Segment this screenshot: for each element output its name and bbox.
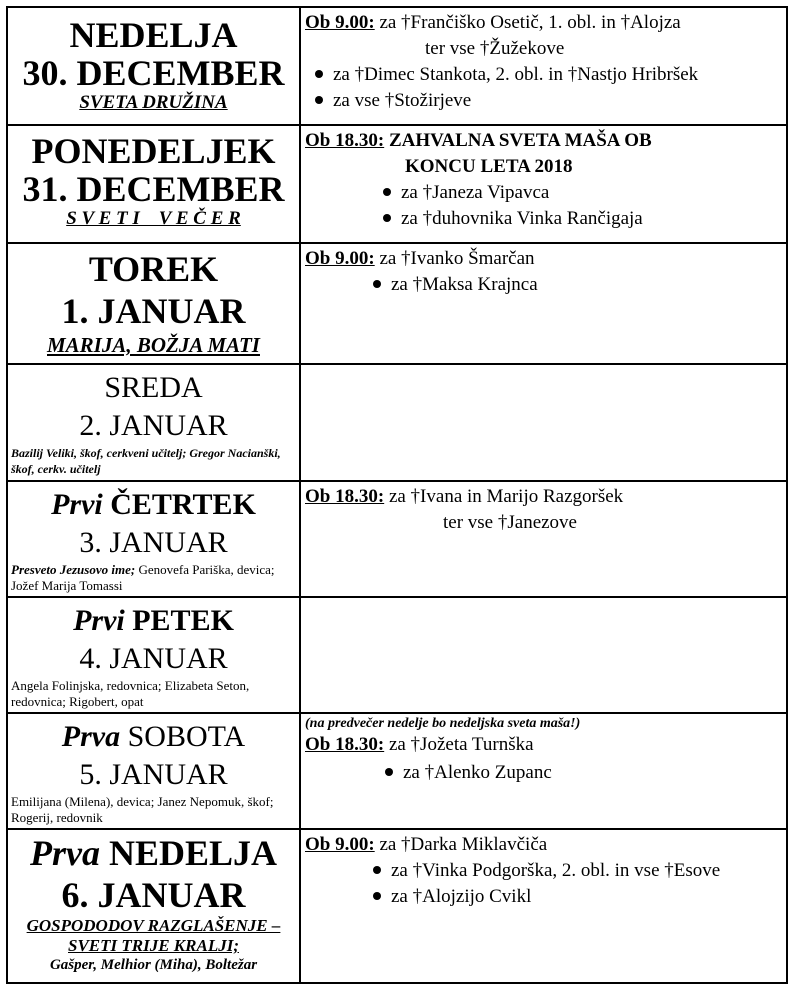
day-date: 3. JANUAR xyxy=(79,526,228,559)
mass-cell xyxy=(300,713,787,829)
mass-intention: za vse †Stožirjeve xyxy=(333,90,472,111)
mass-time: Ob 18.30: xyxy=(305,734,385,755)
mass-intention-cont: ter vse †Janezove xyxy=(443,512,577,533)
day-date: 30. DECEMBER xyxy=(22,53,285,93)
mass-cell xyxy=(300,364,787,481)
mass-cell xyxy=(300,243,787,364)
schedule-row xyxy=(7,481,787,597)
day-name-text: SOBOTA xyxy=(120,720,246,753)
day-date: 31. DECEMBER xyxy=(22,169,285,209)
bullet-icon xyxy=(385,768,393,776)
feast-extra: Gašper, Melhior (Miha), Boltežar xyxy=(49,957,258,973)
mass-cell xyxy=(300,7,787,125)
day-date: 2. JANUAR xyxy=(79,409,228,442)
day-name-text: NEDELJA xyxy=(99,833,277,873)
schedule-row xyxy=(7,597,787,713)
day-prefix: Prva xyxy=(29,833,100,873)
mass-intention: za †Alenko Zupanc xyxy=(403,762,552,783)
day-name xyxy=(11,718,296,756)
bullet-icon xyxy=(315,96,323,104)
mass-intention: za †Frančiško Osetič, 1. obl. in †Alojza xyxy=(374,12,681,33)
bullet-icon xyxy=(383,188,391,196)
bullet-icon xyxy=(373,280,381,288)
mass-entry xyxy=(305,10,782,36)
mass-time: Ob 18.30: xyxy=(305,130,385,151)
list-item xyxy=(305,884,782,910)
schedule-row xyxy=(7,713,787,829)
day-cell xyxy=(7,125,300,243)
day-name: NEDELJA xyxy=(69,15,238,55)
schedule-row xyxy=(7,364,787,481)
day-cell xyxy=(7,713,300,829)
day-prefix: Prvi xyxy=(51,488,103,521)
list-item xyxy=(305,858,782,884)
day-date: 1. JANUAR xyxy=(61,291,246,331)
mass-intention: za †Ivanko Šmarčan xyxy=(374,248,535,269)
mass-intention: za †Vinka Podgorška, 2. obl. in vse †Esove xyxy=(391,860,721,881)
bullet-icon xyxy=(383,214,391,222)
mass-intention: za †Dimec Stankota, 2. obl. in †Nastjo Hribršek xyxy=(333,64,699,85)
mass-schedule-table xyxy=(6,6,788,984)
mass-intention-cont: KONCU LETA 2018 xyxy=(405,156,573,177)
saints-of-day xyxy=(11,562,296,594)
mass-cell xyxy=(300,829,787,983)
day-name: TOREK xyxy=(88,249,219,289)
mass-intention: za †duhovnika Vinka Rančigaja xyxy=(401,208,643,229)
day-date: 6. JANUAR xyxy=(61,875,246,915)
mass-entry xyxy=(305,484,782,510)
list-item xyxy=(305,272,782,298)
list-item xyxy=(305,88,782,114)
day-name-text: PETEK xyxy=(124,604,234,637)
list-item xyxy=(305,62,782,88)
saints-of-day: Emilijana (Milena), devica; Janez Nepomuk, škof; Rogerij, redovnik xyxy=(11,794,274,825)
day-date: 4. JANUAR xyxy=(79,642,228,675)
mass-time: Ob 18.30: xyxy=(305,486,385,507)
feast-name: GOSPODODOV RAZGLAŠENJE – SVETI TRIJE KRALJI; xyxy=(26,916,281,955)
schedule-row xyxy=(7,829,787,983)
mass-intention: ZAHVALNA SVETA MAŠA OB xyxy=(384,130,652,151)
day-name: SREDA xyxy=(104,371,203,404)
mass-intention-cont: ter vse †Žužekove xyxy=(425,38,565,59)
bullet-icon xyxy=(315,70,323,78)
feast-name: SVETA DRUŽINA xyxy=(79,92,228,113)
day-name: PONEDELJEK xyxy=(31,131,276,171)
day-date: 5. JANUAR xyxy=(79,758,228,791)
schedule-row xyxy=(7,125,787,243)
day-prefix: Prvi xyxy=(73,604,125,637)
day-name-text: ČETRTEK xyxy=(102,488,256,521)
mass-entry xyxy=(305,732,782,758)
day-prefix: Prva xyxy=(61,720,121,753)
day-name xyxy=(11,602,296,640)
mass-intention: za †Darka Miklavčiča xyxy=(374,834,548,855)
day-cell xyxy=(7,7,300,125)
mass-entry xyxy=(305,128,782,154)
saints-bold: Presveto Jezusovo ime; xyxy=(11,562,136,577)
mass-intention: za †Jožeta Turnška xyxy=(384,734,534,755)
saints-of-day: Angela Folinjska, redovnica; Elizabeta Seton, redovnica; Rigobert, opat xyxy=(11,678,250,709)
mass-time: Ob 9.00: xyxy=(305,248,375,269)
feast-name: MARIJA, BOŽJA MATI xyxy=(47,333,260,357)
saints-text: Genovefa Pariška, devica; Jožef Marija Tomassi xyxy=(11,562,275,593)
mass-intention: za †Ivana in Marijo Razgoršek xyxy=(384,486,624,507)
feast-name: S V E T I V E Č E R xyxy=(66,208,241,229)
day-name xyxy=(11,486,296,524)
day-name xyxy=(11,834,296,872)
mass-entry xyxy=(305,832,782,858)
day-cell xyxy=(7,597,300,713)
day-cell xyxy=(7,364,300,481)
day-cell xyxy=(7,829,300,983)
mass-entry xyxy=(305,246,782,272)
schedule-row xyxy=(7,7,787,125)
mass-cell xyxy=(300,597,787,713)
list-item xyxy=(305,760,782,786)
day-cell xyxy=(7,243,300,364)
day-cell xyxy=(7,481,300,597)
mass-time: Ob 9.00: xyxy=(305,12,375,33)
mass-cell xyxy=(300,125,787,243)
mass-intention: za †Janeza Vipavca xyxy=(401,182,550,203)
bullet-icon xyxy=(373,866,381,874)
mass-time: Ob 9.00: xyxy=(305,834,375,855)
list-item xyxy=(305,206,782,232)
list-item xyxy=(305,180,782,206)
bullet-icon xyxy=(373,892,381,900)
saints-of-day: Bazilij Veliki, škof, cerkveni učitelj; Gregor Nacianški, škof, cerkv. učitelj xyxy=(11,446,281,476)
mass-intention: za †Alojzijo Cvikl xyxy=(391,886,532,907)
mass-note: (na predvečer nedelje bo nedeljska sveta maša!) xyxy=(305,716,581,731)
schedule-row xyxy=(7,243,787,364)
mass-intention: za †Maksa Krajnca xyxy=(391,274,538,295)
mass-cell xyxy=(300,481,787,597)
